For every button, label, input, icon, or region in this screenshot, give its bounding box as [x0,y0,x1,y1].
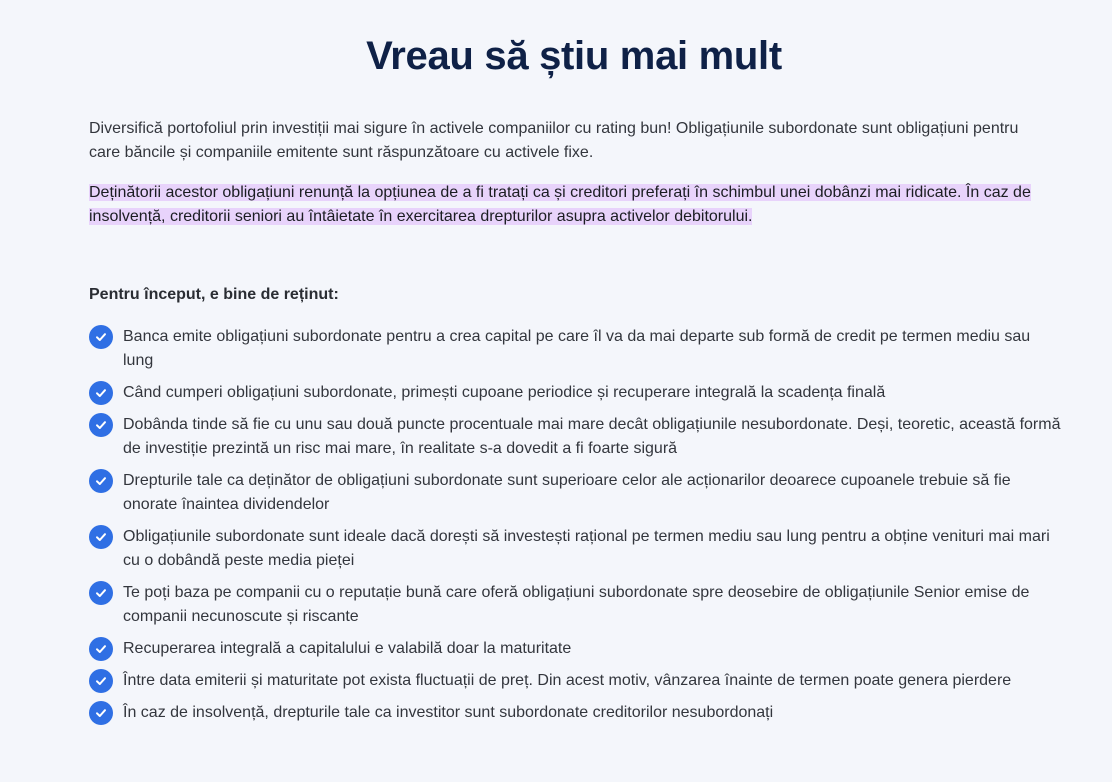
list-item [89,413,1064,461]
list-item [89,381,1064,405]
list-item-text: Dobânda tinde să fie cu unu sau două puncte procentuale mai mare decât obligațiunile nesubordonate. Deși, teoretic, această formă de investiție prezintă un risc mai mare, în realitate s-a dovedit a fi foarte sigură [123,416,1061,457]
list-item-text: Te poți baza pe companii cu o reputație bună care oferă obligațiuni subordonate spre deosebire de obligațiunile Senior emise de companii necunoscute și riscante [123,584,1030,625]
list-item [89,325,1064,373]
check-circle-icon [89,669,113,693]
list-item [89,581,1064,629]
check-circle-icon [89,413,113,437]
list-item [89,469,1064,517]
key-points-list [89,325,1064,733]
list-item-text: Drepturile tale ca deținător de obligațiuni subordonate sunt superioare celor ale acționarilor deoarece cupoanele trebuie să fie onorate înaintea dividendelor [123,472,1011,513]
list-item-text: Între data emiterii și maturitate pot exista fluctuații de preț. Din acest motiv, vânzarea înainte de termen poate genera pierdere [123,672,1012,689]
check-circle-icon [89,581,113,605]
check-circle-icon [89,325,113,349]
list-item-text: În caz de insolvență, drepturile tale ca investitor sunt subordonate creditorilor nesubordonați [123,704,774,721]
list-item [89,669,1064,693]
list-item [89,701,1064,725]
highlighted-text: Deținătorii acestor obligațiuni renunță la opțiunea de a fi tratați ca și creditori preferați în schimbul unei dobânzi mai ridicate. În caz de insolvență, creditorii seniori au întâietate în exercitarea drepturilor asupra activelor debitorului. [89,184,1031,225]
check-circle-icon [89,637,113,661]
page-title: Vreau să știu mai mult [366,34,782,78]
highlighted-paragraph [89,181,1054,229]
list-item [89,525,1064,573]
list-item-text: Banca emite obligațiuni subordonate pentru a crea capital pe care îl va da mai departe sub formă de credit pe termen mediu sau lung [123,328,1031,369]
check-circle-icon [89,381,113,405]
intro-paragraph: Diversifică portofoliul prin investiții mai sigure în activele companiilor cu rating bun! Obligațiunile subordonate sunt obligațiuni pentru care băncile și companiile emitente sunt răspunzătoare cu activele fixe. [89,120,1019,161]
list-item-text: Când cumperi obligațiuni subordonate, primești cupoane periodice și recuperare integrală la scadența finală [123,384,886,401]
check-circle-icon [89,701,113,725]
check-circle-icon [89,525,113,549]
list-item [89,637,1064,661]
section-subheading: Pentru început, e bine de reținut: [89,286,339,303]
list-item-text: Obligațiunile subordonate sunt ideale dacă dorești să investești rațional pe termen mediu sau lung pentru a obține venituri mai mari cu o dobândă peste media pieței [123,528,1050,569]
list-item-text: Recuperarea integrală a capitalului e valabilă doar la maturitate [123,640,572,657]
check-circle-icon [89,469,113,493]
